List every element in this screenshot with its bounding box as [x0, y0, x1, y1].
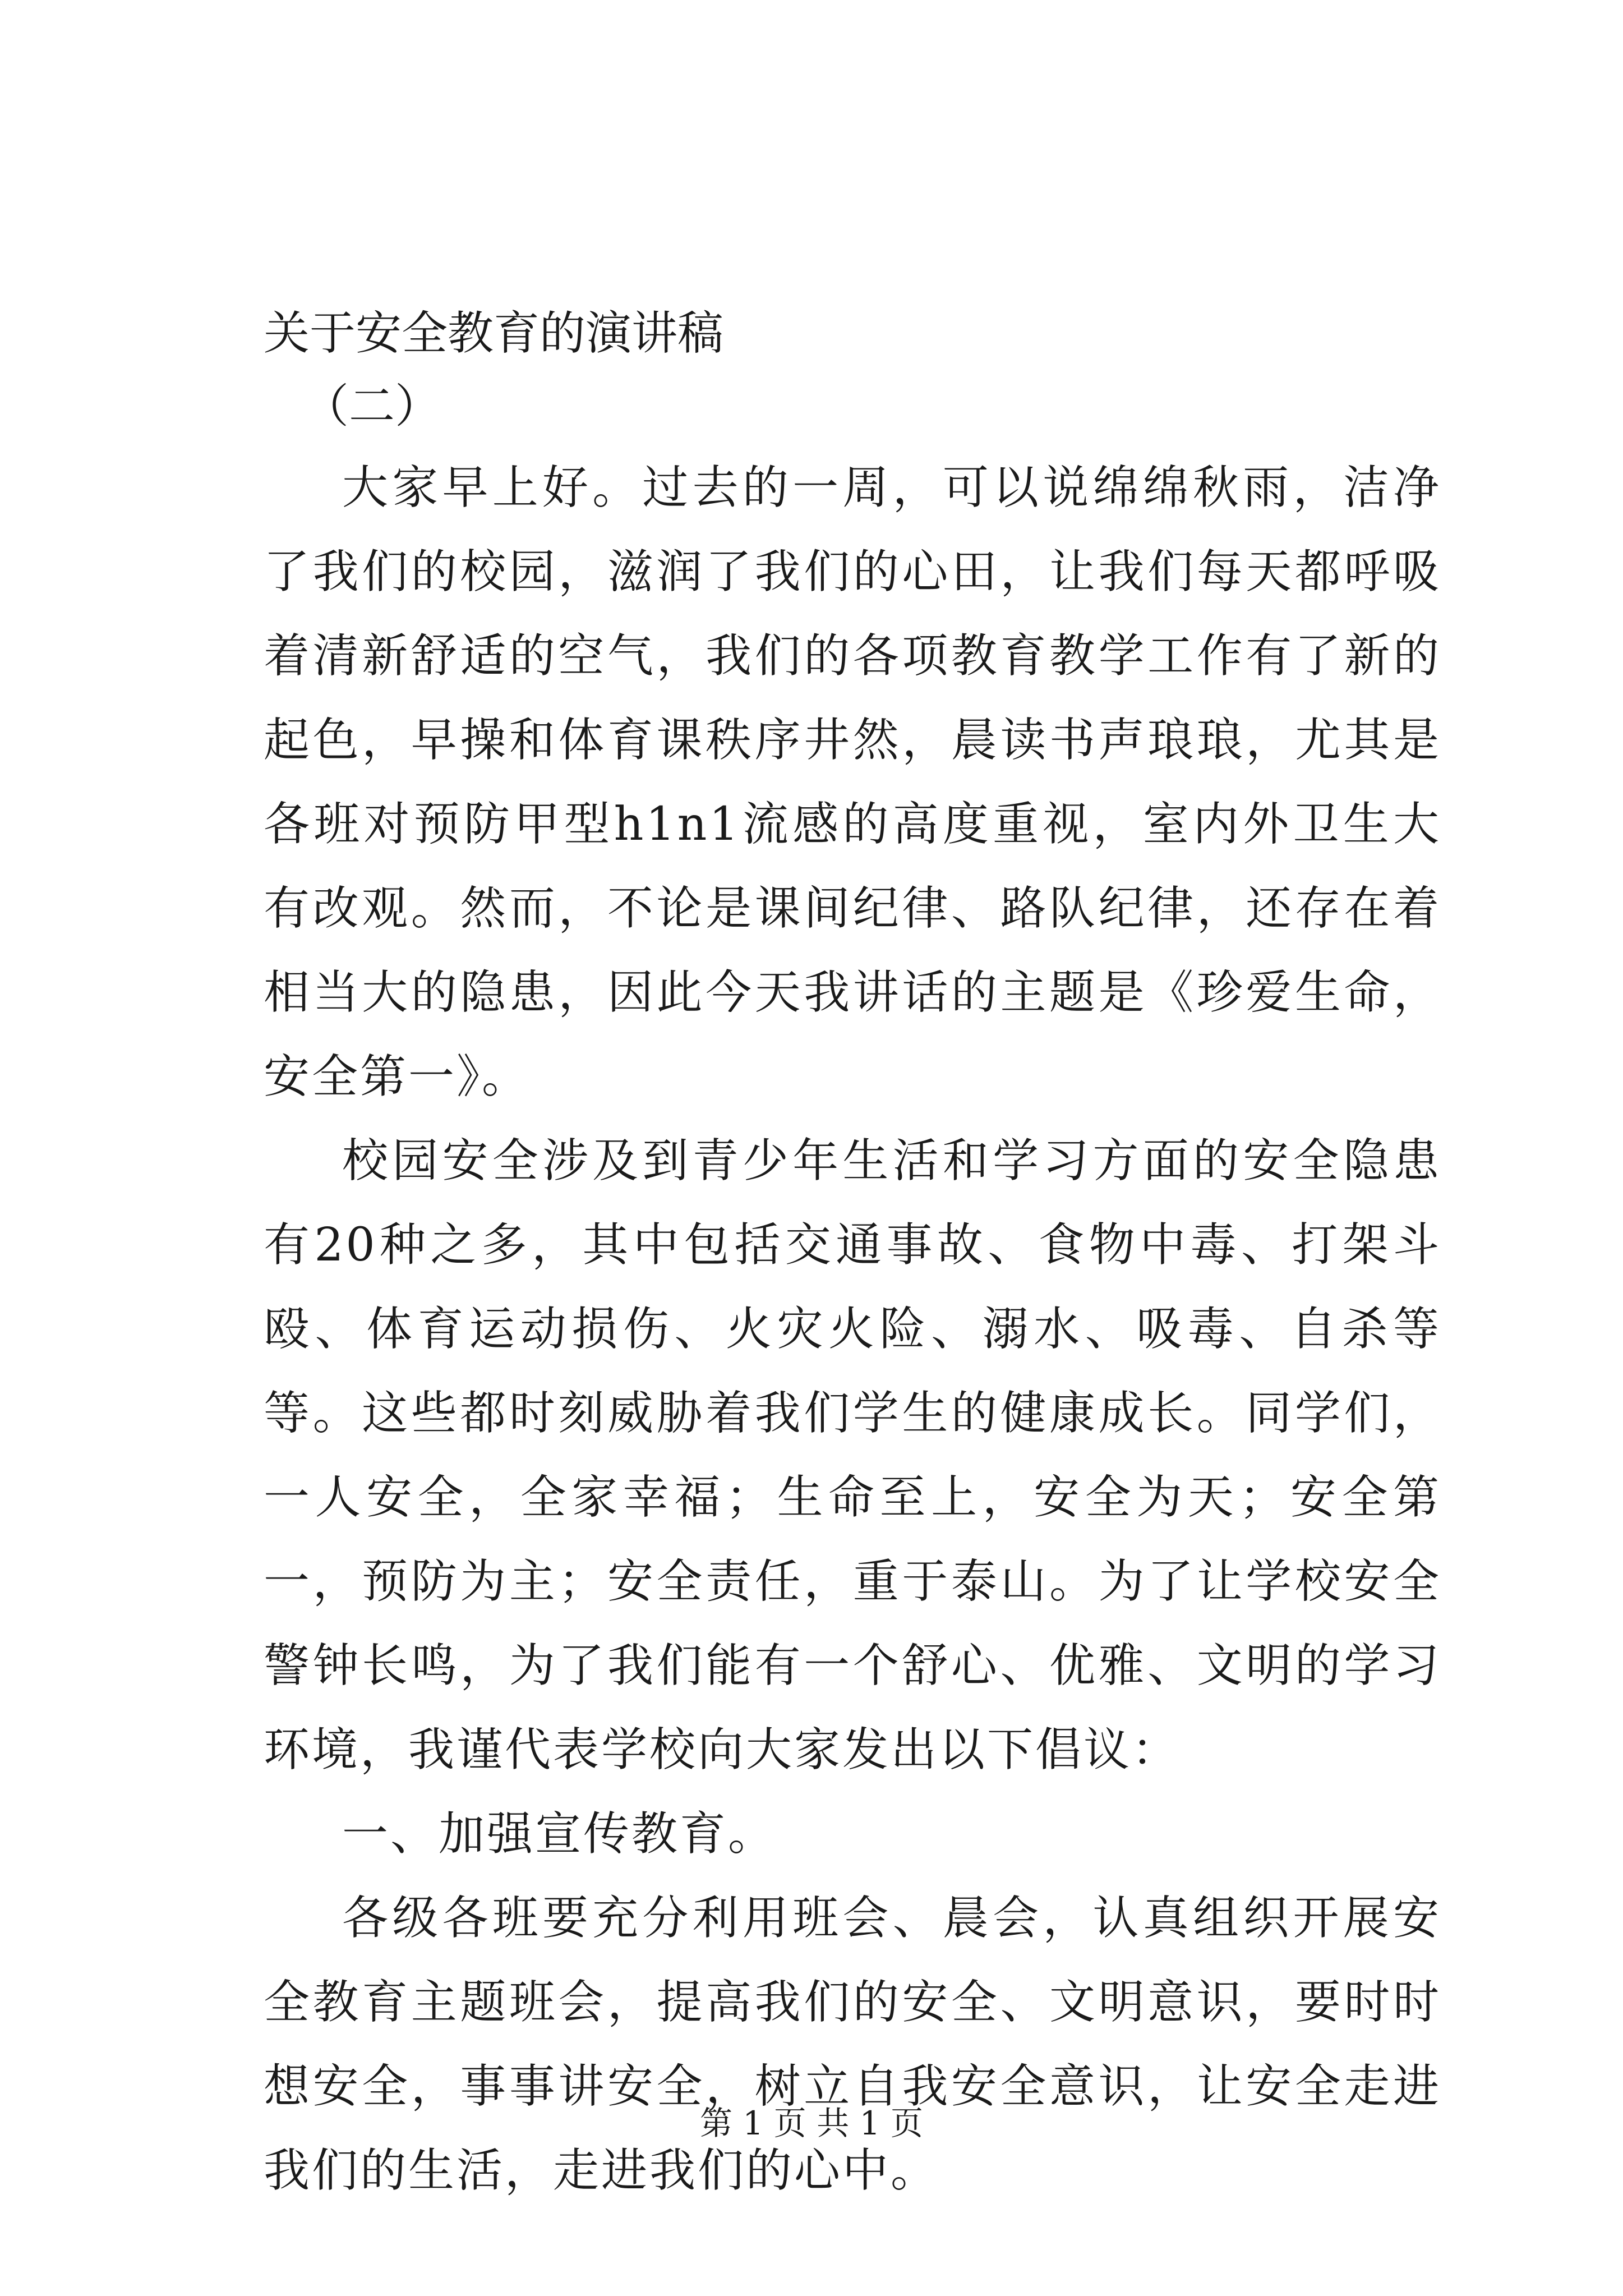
body-paragraph: 大家早上好。过去的一周，可以说绵绵秋雨，洁净了我们的校园，滋润了我们的心田，让我们每天都呼吸着清新舒适的空气，我们的各项教育教学工作有了新的起色，早操和体育课秩序井然，晨读书声琅琅，尤其是各班对预防甲型h1n1流感的高度重视，室内外卫生大有改观。然而，不论是课间纪律、路队纪律，还存在着相当大的隐患，因此今天我讲话的主题是《珍爱生命，安全第一》。	[264, 461, 1441, 1103]
section-heading: 一、加强宣传教育。	[342, 1807, 777, 1861]
page-footer: 第 1 页 共 1 页	[700, 2104, 923, 2142]
document-subtitle: （二）	[303, 380, 441, 433]
document-title: 关于安全教育的演讲稿	[264, 307, 724, 360]
body-paragraph: 校园安全涉及到青少年生活和学习方面的安全隐患有20种之多，其中包括交通事故、食物中毒、打架斗殴、体育运动损伤、火灾火险、溺水、吸毒、自杀等等。这些都时刻威胁着我们学生的健康成长。同学们，一人安全，全家幸福；生命至上，安全为天；安全第一，预防为主；安全责任，重于泰山。为了让学校安全警钟长鸣，为了我们能有一个舒心、优雅、文明的学习环境，我谨代表学校向大家发出以下倡议：	[264, 1134, 1441, 1777]
section-paragraph: 各级各班要充分利用班会、晨会，认真组织开展安全教育主题班会，提高我们的安全、文明意识，要时时想安全，事事讲安全，树立自我安全意识，让安全走进我们的生活，走进我们的心中。	[264, 1892, 1441, 2197]
document-body	[264, 306, 1441, 2213]
